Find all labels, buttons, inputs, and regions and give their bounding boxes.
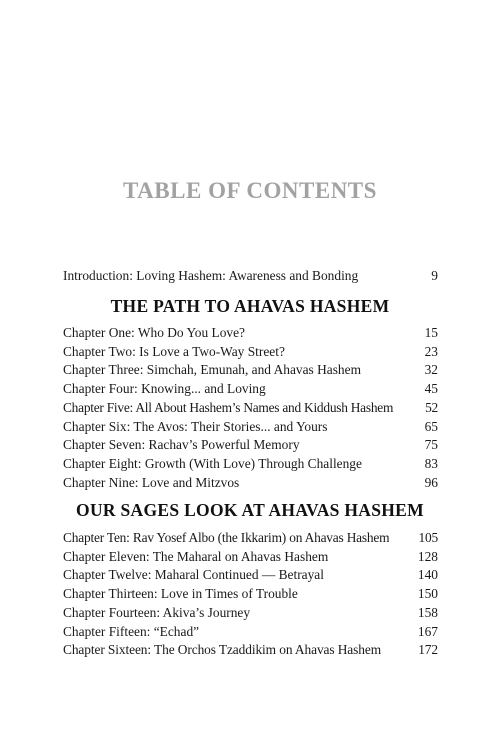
toc-entry-page: 23 <box>424 343 438 359</box>
toc-entry-page: 75 <box>424 437 438 453</box>
toc-entry-page: 45 <box>424 381 438 397</box>
toc-entry-page: 150 <box>417 586 438 602</box>
toc-entry-page: 158 <box>417 604 438 620</box>
toc-entry[interactable] <box>63 623 438 641</box>
toc-entry-page: 32 <box>424 362 438 378</box>
toc-entry-page: 96 <box>424 474 438 490</box>
toc-entry-page: 105 <box>418 530 438 545</box>
toc-entry-label: Chapter Thirteen: Love in Times of Trouble <box>63 586 298 602</box>
toc-entry-label: Chapter Four: Knowing... and Loving <box>63 381 266 397</box>
toc-entry-label: Chapter Two: Is Love a Two-Way Street? <box>63 343 285 359</box>
toc-entry[interactable] <box>63 361 438 379</box>
toc-entry-page: 140 <box>417 567 438 583</box>
toc-entry-page: 83 <box>424 455 438 471</box>
section-heading-path: THE PATH TO AHAVAS HASHEM <box>110 296 390 316</box>
toc-entry[interactable] <box>63 418 438 436</box>
toc-entry-page: 65 <box>424 418 438 434</box>
toc-entry[interactable] <box>63 548 438 566</box>
toc-entry-page: 52 <box>425 399 438 415</box>
toc-entry-label: Chapter Ten: Rav Yosef Albo (the Ikkarim) on Ahavas Hashem <box>63 530 390 545</box>
toc-entry-label: Chapter Fifteen: “Echad” <box>63 623 200 639</box>
toc-entry[interactable] <box>63 324 438 342</box>
toc-entry-label: Chapter Nine: Love and Mitzvos <box>63 474 240 490</box>
toc-entry[interactable] <box>63 399 438 417</box>
toc-entry-label: Chapter Three: Simchah, Emunah, and Ahavas Hashem <box>63 362 361 378</box>
toc-entry-label: Chapter Eight: Growth (With Love) Through Challenge <box>63 455 362 471</box>
toc-entry-introduction[interactable] <box>63 267 438 285</box>
section-heading-sages: OUR SAGES LOOK AT AHAVAS HASHEM <box>76 500 424 520</box>
toc-entry[interactable] <box>63 474 438 492</box>
toc-entry-label: Chapter Fourteen: Akiva’s Journey <box>63 604 251 620</box>
toc-entry-label: Chapter Five: All About Hashem’s Names and Kiddush Hashem <box>63 399 394 415</box>
toc-entry[interactable] <box>63 585 438 603</box>
toc-entry[interactable] <box>63 604 438 622</box>
toc-entry-label: Chapter Six: The Avos: Their Stories... and Yours <box>63 418 328 434</box>
toc-entry[interactable] <box>63 436 438 454</box>
toc-entry-label: Chapter Twelve: Maharal Continued — Betrayal <box>63 567 324 583</box>
toc-entry[interactable] <box>63 455 438 473</box>
toc-entry-page: 9 <box>431 268 438 283</box>
toc-entry[interactable] <box>63 343 438 361</box>
toc-entry[interactable] <box>63 380 438 398</box>
toc-entry[interactable] <box>63 566 438 584</box>
toc-entry-label: Chapter One: Who Do You Love? <box>63 325 245 340</box>
toc-entry-label: Chapter Seven: Rachav’s Powerful Memory <box>63 437 300 453</box>
toc-entry-label: Chapter Sixteen: The Orchos Tzaddikim on Ahavas Hashem <box>63 642 382 658</box>
toc-entry[interactable] <box>63 529 438 547</box>
toc-entry-page: 128 <box>417 548 438 564</box>
page-title: TABLE OF CONTENTS <box>123 178 377 203</box>
toc-entry[interactable] <box>63 641 438 659</box>
toc-entry-page: 172 <box>418 642 438 658</box>
toc-entry-page: 15 <box>424 325 438 340</box>
toc-entry-page: 167 <box>417 623 438 639</box>
toc-entry-label: Introduction: Loving Hashem: Awareness and Bonding <box>63 268 359 283</box>
toc-entry-label: Chapter Eleven: The Maharal on Ahavas Hashem <box>63 548 329 564</box>
